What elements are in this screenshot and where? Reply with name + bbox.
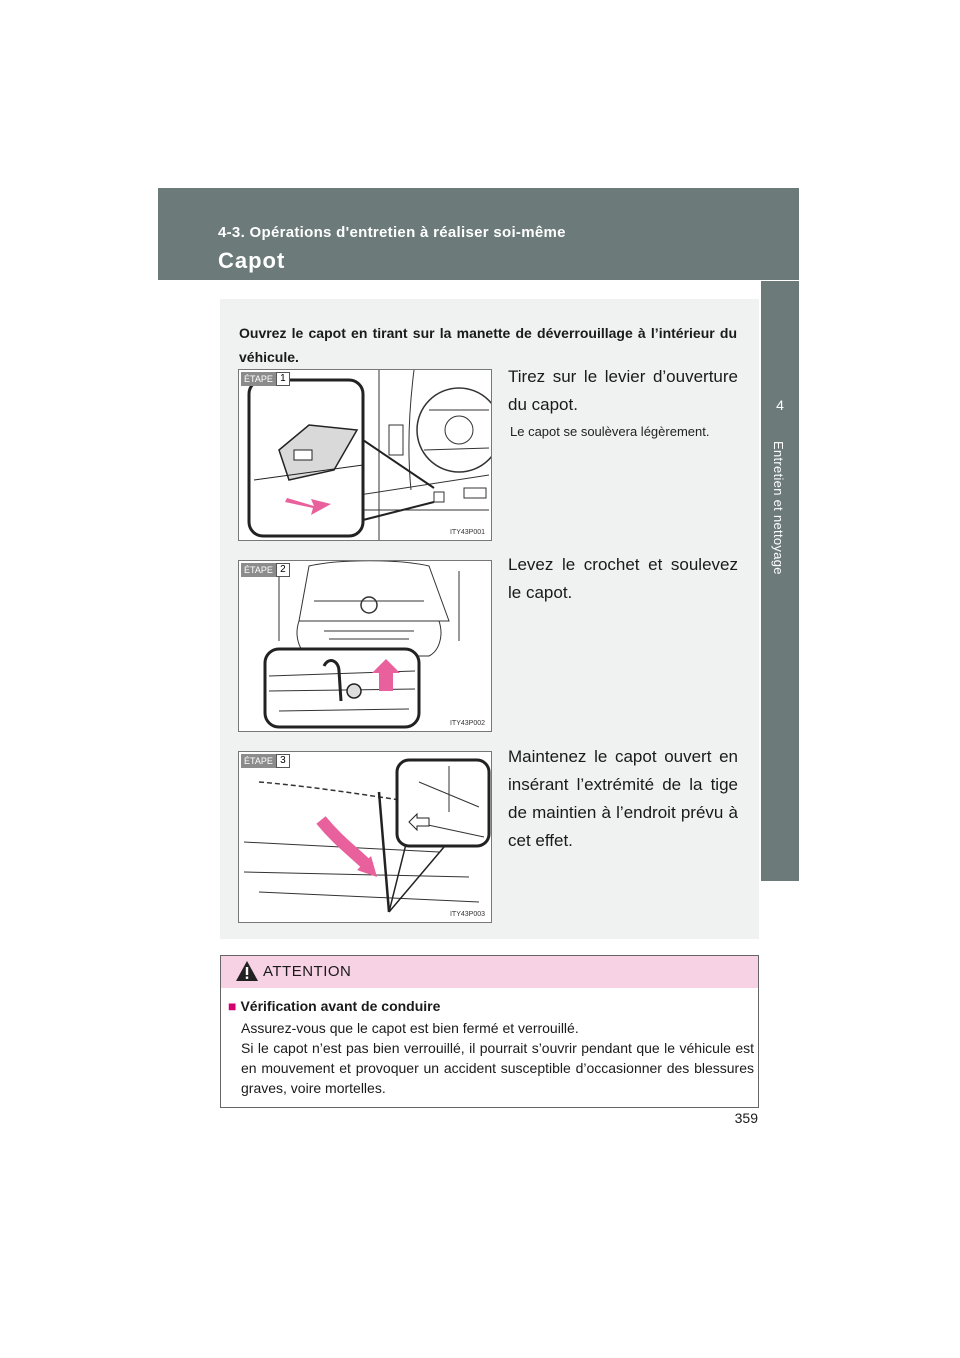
intro-text: Ouvrez le capot en tirant sur la manette de déverrouillage à l’intérieur du véhicule. [239, 325, 737, 365]
warning-line-2: Si le capot n’est pas bien verrouillé, il pourrait s’ouvrir pendant que le véhicule est en mouvement et provoquer un accident susceptible d’occasionner des blessures graves, voire mortelles. [241, 1040, 754, 1096]
warning-line-1: Assurez-vous que le capot est bien fermé et verrouillé. [241, 1020, 579, 1036]
warning-box [220, 955, 759, 1108]
page-number: 359 [734, 1110, 758, 1126]
chapter-label: Entretien et nettoyage [771, 441, 786, 575]
step-1-image-code: ITY43P001 [449, 529, 485, 536]
step-2-image-code: ITY43P002 [449, 720, 485, 727]
bullet-square-icon: ■ [228, 998, 237, 1014]
warning-triangle-icon [235, 960, 259, 982]
step-2-illustration [238, 560, 492, 732]
warning-subtitle: ■ Vérification avant de conduire [228, 998, 441, 1014]
step-3-image-code: ITY43P003 [449, 911, 485, 918]
step-1-text: Tirez sur le levier d’ouverture du capot. [508, 367, 738, 414]
warning-body [241, 1018, 754, 1098]
chapter-number: 4 [776, 397, 784, 413]
step-2-badge: ÉTAPE 2 [241, 563, 290, 577]
warning-title: ATTENTION [263, 963, 352, 980]
warning-header [221, 956, 758, 988]
page-title: Capot [218, 248, 286, 273]
step-1-illustration [238, 369, 492, 541]
chapter-side-tab [761, 281, 799, 881]
step-3-badge: ÉTAPE 3 [241, 754, 290, 768]
hood-latch-illustration [239, 561, 492, 732]
step-2-text: Levez le crochet et soulevez le capot. [508, 555, 738, 602]
section-title: 4-3. Opérations d'entretien à réaliser soi-même [218, 224, 566, 241]
hood-support-rod-illustration [239, 752, 492, 923]
step-3-text: Maintenez le capot ouvert en insérant l’extrémité de la tige de maintien à l’endroit prévu à cet effet. [508, 747, 738, 850]
procedure-panel [220, 299, 759, 939]
dashboard-release-lever-illustration [239, 370, 492, 541]
step-3-illustration [238, 751, 492, 923]
step-1-badge: ÉTAPE 1 [241, 372, 290, 386]
step-1-note: Le capot se soulèvera légèrement. [510, 424, 710, 439]
page-header [158, 188, 799, 280]
